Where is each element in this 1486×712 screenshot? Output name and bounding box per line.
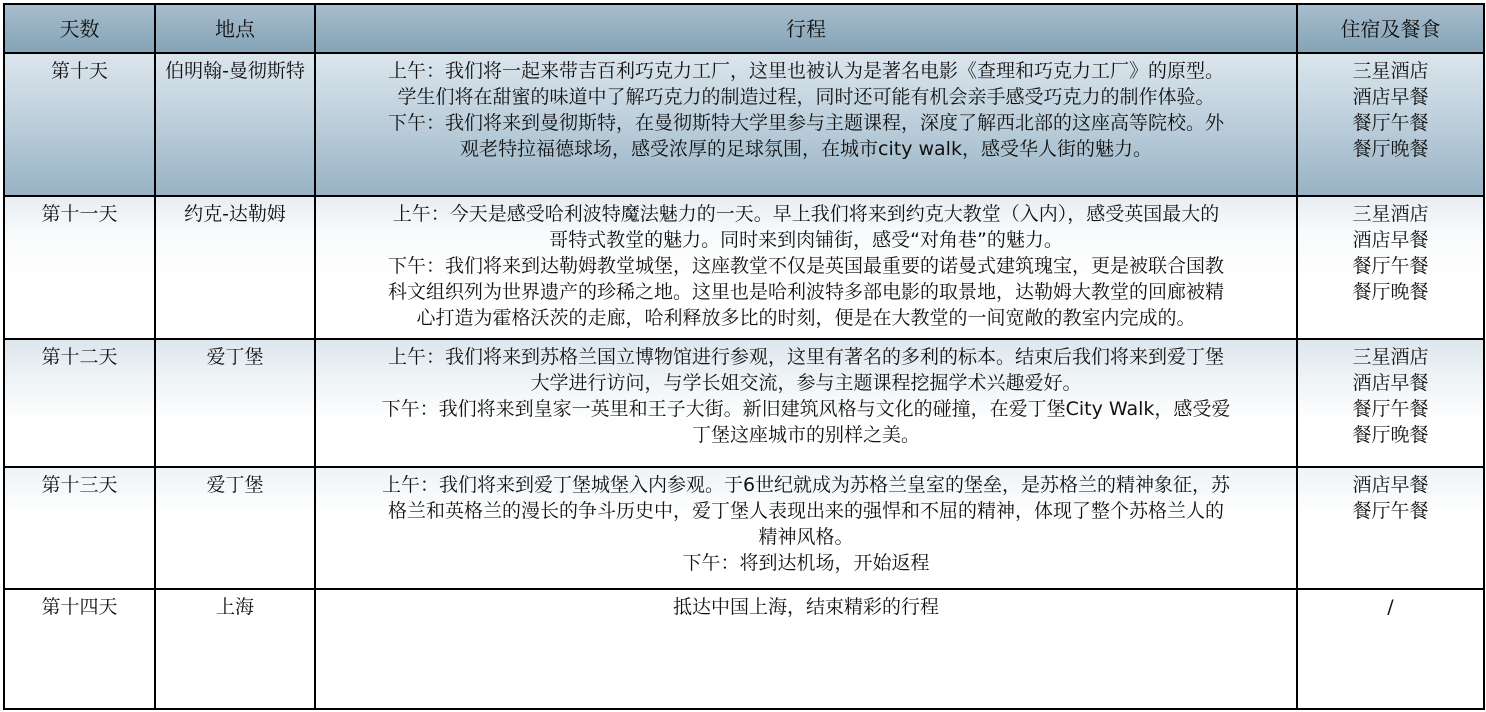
- itinerary-line: 心打造为霍格沃茨的走廊，哈利释放多比的时刻，便是在大教堂的一间宽敞的教室内完成的。: [416, 307, 1196, 329]
- lodging-cell: [1297, 589, 1484, 709]
- meal-item: 酒店早餐: [1352, 372, 1429, 394]
- itinerary-line: 下午：我们将来到达勒姆教堂城堡，这座教堂不仅是英国最重要的诺曼式建筑瑰宝，更是被联合国教: [387, 255, 1224, 277]
- meal-item: 餐厅晚餐: [1352, 138, 1429, 160]
- lodging-cell: [1297, 339, 1484, 467]
- itinerary-line: 格兰和英格兰的漫长的争斗历史中，爱丁堡人表现出来的强悍和不屈的精神，体现了整个苏格兰人的: [387, 500, 1224, 522]
- itinerary-line: 观老特拉福德球场，感受浓厚的足球氛围，在城市city walk，感受华人街的魅力。: [460, 138, 1152, 160]
- day-cell: 第十三天: [4, 467, 155, 589]
- meal-item: 餐厅午餐: [1352, 112, 1429, 134]
- place-cell: 爱丁堡: [155, 467, 315, 589]
- itinerary-line: 科文组织列为世界遗产的珍稀之地。这里也是哈利波特多部电影的取景地，达勒姆大教堂的回廊被精: [387, 281, 1224, 303]
- meal-item: 餐厅晚餐: [1352, 424, 1429, 446]
- itinerary-line: 上午：我们将来到苏格兰国立博物馆进行参观，这里有著名的多利的标本。结束后我们将来到爱丁堡: [387, 346, 1224, 368]
- day-cell: 第十四天: [4, 589, 155, 709]
- header-lodging: 住宿及餐食: [1297, 4, 1484, 53]
- meal-item: 三星酒店: [1352, 60, 1429, 82]
- itinerary-line: 上午：我们将一起来带吉百利巧克力工厂，这里也被认为是著名电影《查理和巧克力工厂》的原型。: [387, 60, 1224, 82]
- table-row: [4, 53, 1484, 196]
- meal-item: /: [1387, 596, 1394, 618]
- itinerary-table: [3, 3, 1485, 710]
- meal-item: 餐厅午餐: [1352, 398, 1429, 420]
- itinerary-line: 下午：我们将来到皇家一英里和王子大街。新旧建筑风格与文化的碰撞，在爱丁堡City Walk，感受爱: [381, 398, 1231, 420]
- itinerary-cell: [315, 196, 1297, 339]
- meal-item: 酒店早餐: [1352, 229, 1429, 251]
- itinerary-cell: [315, 467, 1297, 589]
- meal-item: 餐厅晚餐: [1352, 281, 1429, 303]
- table-row: [4, 339, 1484, 467]
- header-row: [4, 4, 1484, 53]
- itinerary-line: 哥特式教堂的魅力。同时来到肉铺街，感受“对角巷”的魅力。: [549, 229, 1063, 251]
- place-cell: 约克-达勒姆: [155, 196, 315, 339]
- itinerary-line: 下午：将到达机场，开始返程: [682, 552, 930, 574]
- itinerary-line: 丁堡这座城市的别样之美。: [691, 424, 920, 446]
- itinerary-cell: [315, 53, 1297, 196]
- header-day: 天数: [4, 4, 155, 53]
- place-cell: 伯明翰-曼彻斯特: [155, 53, 315, 196]
- table-row: [4, 196, 1484, 339]
- day-cell: 第十二天: [4, 339, 155, 467]
- meal-item: 餐厅午餐: [1352, 255, 1429, 277]
- table-row: [4, 589, 1484, 709]
- itinerary-line: 抵达中国上海，结束精彩的行程: [672, 596, 939, 618]
- itinerary-line: 学生们将在甜蜜的味道中了解巧克力的制造过程，同时还可能有机会亲手感受巧克力的制作体验。: [397, 86, 1215, 108]
- itinerary-line: 上午：今天是感受哈利波特魔法魅力的一天。早上我们将来到约克大教堂（入内），感受英国最大的: [392, 203, 1220, 225]
- lodging-cell: [1297, 467, 1484, 589]
- table-row: [4, 467, 1484, 589]
- meal-item: 酒店早餐: [1352, 86, 1429, 108]
- itinerary-line: 大学进行访问，与学长姐交流，参与主题课程挖掘学术兴趣爱好。: [530, 372, 1082, 394]
- day-cell: 第十一天: [4, 196, 155, 339]
- itinerary-line: 下午：我们将来到曼彻斯特，在曼彻斯特大学里参与主题课程，深度了解西北部的这座高等院校。外: [387, 112, 1224, 134]
- meal-item: 餐厅午餐: [1352, 500, 1429, 522]
- header-place: 地点: [155, 4, 315, 53]
- itinerary-line: 精神风格。: [758, 526, 854, 548]
- meal-item: 三星酒店: [1352, 346, 1429, 368]
- lodging-cell: [1297, 53, 1484, 196]
- meal-item: 酒店早餐: [1352, 474, 1429, 496]
- itinerary-cell: [315, 339, 1297, 467]
- itinerary-line: 上午：我们将来到爱丁堡城堡入内参观。于6世纪就成为苏格兰皇室的堡垒，是苏格兰的精神象征，苏: [381, 474, 1231, 496]
- lodging-cell: [1297, 196, 1484, 339]
- header-itinerary: 行程: [315, 4, 1297, 53]
- place-cell: 爱丁堡: [155, 339, 315, 467]
- itinerary-cell: [315, 589, 1297, 709]
- place-cell: 上海: [155, 589, 315, 709]
- day-cell: 第十天: [4, 53, 155, 196]
- meal-item: 三星酒店: [1352, 203, 1429, 225]
